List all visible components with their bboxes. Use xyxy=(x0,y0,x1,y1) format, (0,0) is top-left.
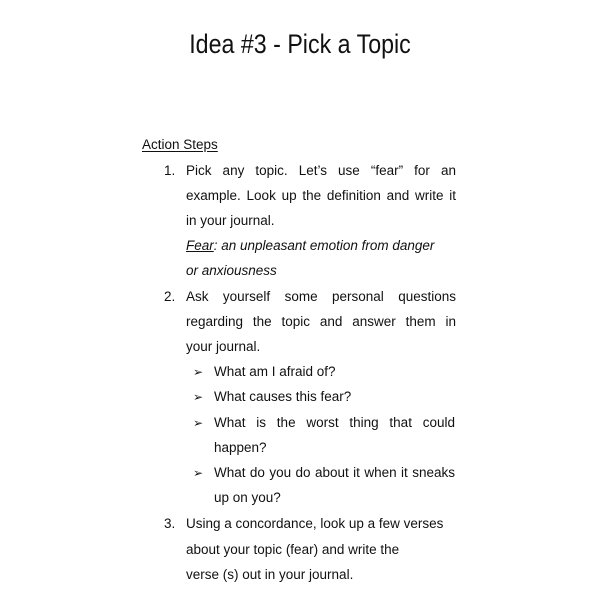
step-text-line: in your journal. xyxy=(186,213,275,228)
step-number: 1. xyxy=(164,163,176,178)
arrow-bullet-icon: ➢ xyxy=(193,390,204,404)
definition-term: Fear xyxy=(186,238,214,253)
section-heading: Action Steps xyxy=(142,137,218,152)
question-item-continued: up on you? xyxy=(214,490,281,505)
definition-text-continued: or anxiousness xyxy=(186,263,277,278)
step-text-line: example. Look up the definition and write it xyxy=(186,188,456,203)
definition-text: : an unpleasant emotion from danger xyxy=(213,238,435,253)
step-text-line: Ask yourself some personal questions xyxy=(186,289,456,304)
question-item: What do you do about it when it sneaks xyxy=(214,465,455,480)
step-number: 3. xyxy=(164,516,176,531)
definition-line xyxy=(186,237,456,255)
step-text-line: regarding the topic and answer them in xyxy=(186,314,456,329)
step-text-line: Using a concordance, look up a few verses xyxy=(186,516,444,531)
question-item: What is the worst thing that could xyxy=(214,415,455,430)
arrow-bullet-icon: ➢ xyxy=(193,466,204,480)
step-text-line: verse (s) out in your journal. xyxy=(186,567,354,582)
question-item: What am I afraid of? xyxy=(214,364,336,379)
arrow-bullet-icon: ➢ xyxy=(193,416,204,430)
step-number: 2. xyxy=(164,289,176,304)
step-text-line: your journal. xyxy=(186,339,261,354)
arrow-bullet-icon: ➢ xyxy=(193,365,204,379)
step-text-line: Pick any topic. Let’s use “fear” for an xyxy=(186,163,456,178)
page-title: Idea #3 - Pick a Topic xyxy=(189,29,411,59)
question-item-continued: happen? xyxy=(214,440,267,455)
question-item: What causes this fear? xyxy=(214,389,352,404)
definition-content xyxy=(186,237,434,255)
step-text-line: about your topic (fear) and write the xyxy=(186,542,400,557)
